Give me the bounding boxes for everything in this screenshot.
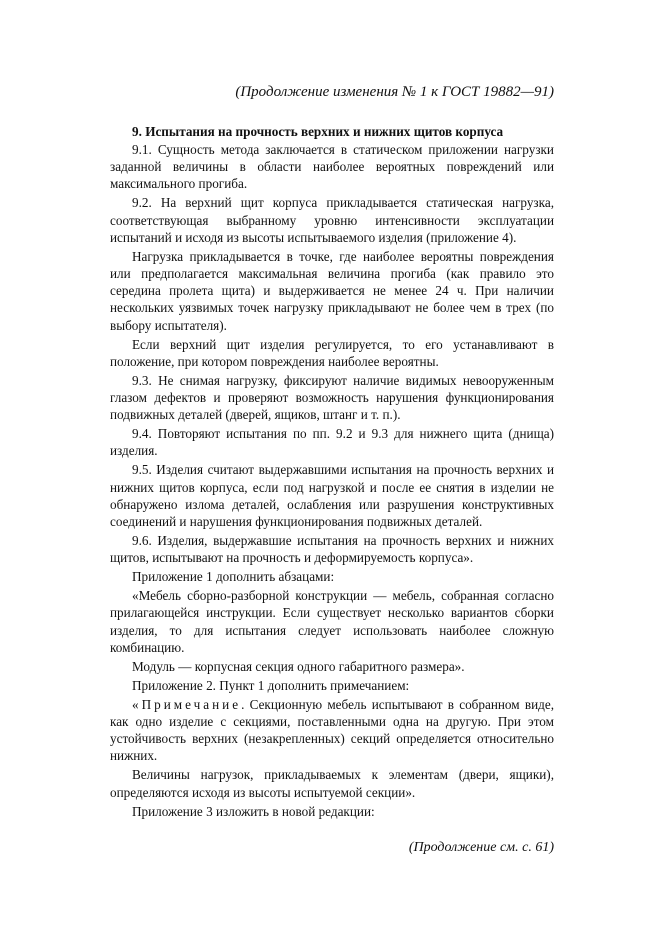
document-page bbox=[110, 82, 554, 857]
paragraph-9-5: 9.5. Изделия считают выдержавшими испытания на прочность верхних и нижних щитов корпуса, если под нагрузкой и после ее снятия в изделии не обнаружено излома деталей, ослабления или разрушения конструктивных соединений и нарушения функционирования подвижных деталей. bbox=[110, 462, 554, 530]
paragraph-note bbox=[110, 696, 554, 765]
continuation-footer: (Продолжение см. с. 61) bbox=[408, 839, 554, 855]
paragraph-load-point: Нагрузка прикладывается в точке, где наиболее вероятны повреждения или предполагается максимальная величина прогиба (как правило это середина пролета щита) и выдерживается не менее 24 ч. При наличии нескольких уязвимых точек нагрузку прикладывают не более чем в трех (по выбору испытателя). bbox=[110, 248, 554, 333]
paragraph-9-3: 9.3. Не снимая нагрузку, фиксируют наличие видимых невооруженным глазом дефектов и проверяют возможность нарушения функционирования подвижных деталей (дверей, ящиков, штанг и т. п.). bbox=[110, 372, 554, 423]
paragraph-appendix-1: Приложение 1 дополнить абзацами: bbox=[132, 569, 335, 585]
section-title: 9. Испытания на прочность верхних и нижних щитов корпуса bbox=[132, 124, 504, 139]
continuation-header: (Продолжение изменения № 1 к ГОСТ 19882—91) bbox=[235, 84, 554, 100]
note-label: «Примечание bbox=[132, 696, 242, 712]
paragraph-adjustable-shield: Если верхний щит изделия регулируется, то его устанавливают в положение, при котором повреждения наиболее вероятны. bbox=[110, 336, 554, 369]
paragraph-9-1: 9.1. Сущность метода заключается в статическом приложении нагрузки заданной величины в области наиболее вероятных повреждений или максимального прогиба. bbox=[110, 142, 554, 192]
paragraph-module: Модуль — корпусная секция одного габаритного размера». bbox=[132, 658, 465, 674]
paragraph-appendix-2: Приложение 2. Пункт 1 дополнить примечанием: bbox=[132, 677, 410, 693]
paragraph-9-4: 9.4. Повторяют испытания по пп. 9.2 и 9.3 для нижнего щита (днища) изделия. bbox=[110, 426, 554, 459]
note-text: . Секционную мебель испытывают в собранном виде, как одно изделие с секциями, поставленными одна на другую. При этом устойчивость верхних (незакрепленных) секций определяется относительно нижних. bbox=[110, 696, 554, 764]
paragraph-appendix-3: Приложение 3 изложить в новой редакции: bbox=[132, 803, 375, 819]
paragraph-9-6: 9.6. Изделия, выдержавшие испытания на прочность верхних и нижних щитов, испытывают на прочность и деформируемость корпуса». bbox=[110, 533, 554, 566]
paragraph-9-2: 9.2. На верхний щит корпуса прикладывается статическая нагрузка, соответствующая выбранному уровню интенсивности эксплуатации испытаний и исходя из высоты испытываемого изделия (приложение 4). bbox=[110, 195, 554, 245]
paragraph-knockdown-furniture: «Мебель сборно-разборной конструкции — мебель, собранная согласно прилагающейся инструкции. Если существует несколько вариантов сборки изделия, то для испытания следует использовать наиболее сложную комбинацию. bbox=[110, 588, 554, 655]
paragraph-load-values: Величины нагрузок, прикладываемых к элементам (двери, ящики), определяются исходя из высоты испытуемой секции». bbox=[110, 767, 554, 800]
